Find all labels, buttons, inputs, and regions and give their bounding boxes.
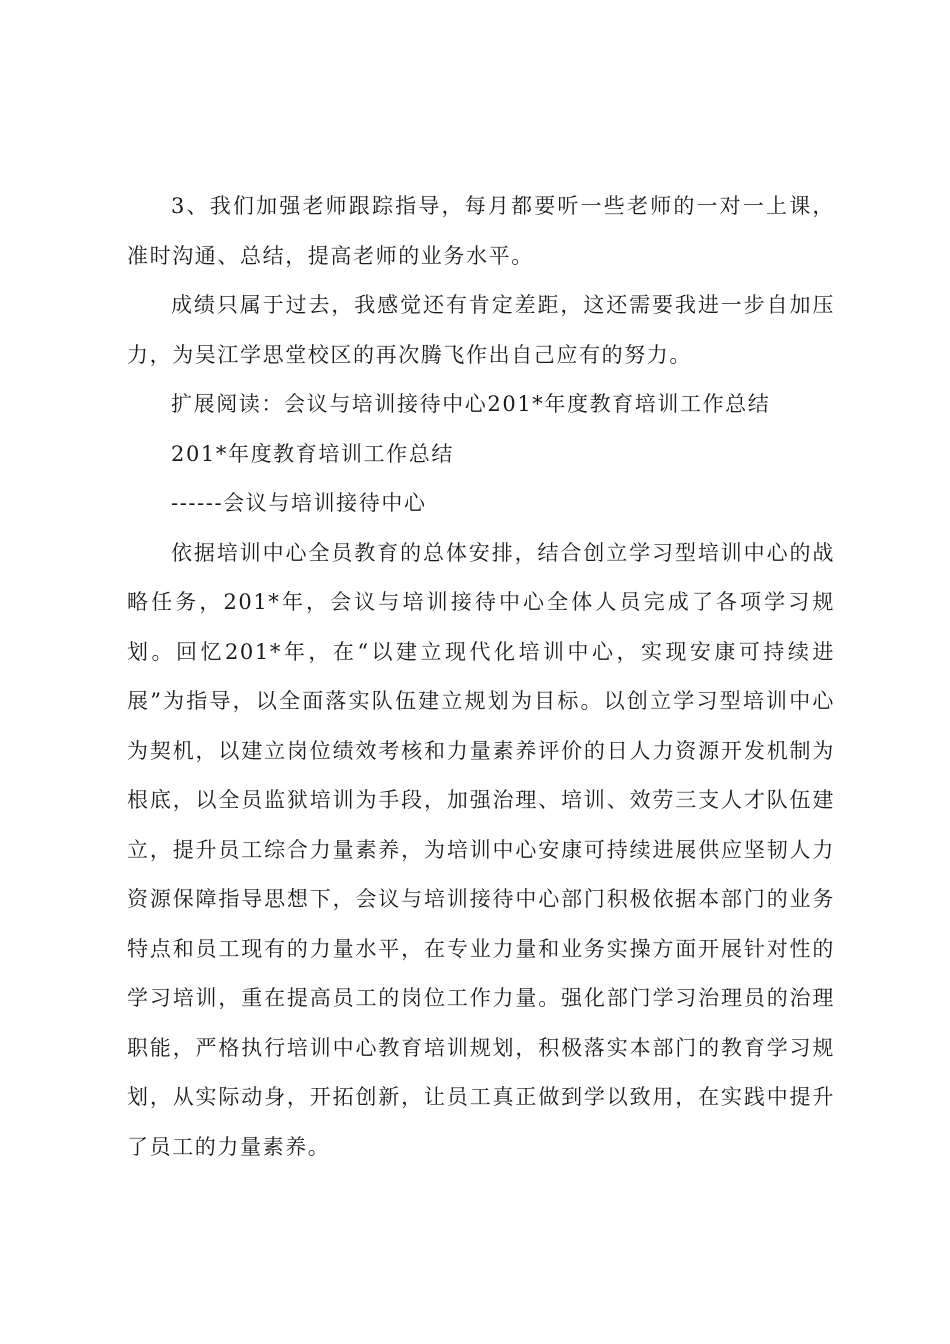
paragraph-item-3: 3、我们加强老师跟踪指导，每月都要听一些老师的一对一上课，准时沟通、总结，提高老师的业务水平。 — [127, 194, 835, 268]
section-title: 201*年度教育培训工作总结 — [171, 441, 454, 466]
extended-reading-line: 扩展阅读：会议与培训接待中心201*年度教育培训工作总结 — [171, 392, 771, 416]
paragraph-achievements: 成绩只属于过去，我感觉还有肯定差距，这还需要我进一步自加压力，为吴江学思堂校区的再次腾飞作出自己应有的努力。 — [127, 293, 835, 367]
paragraph-summary-body: 依据培训中心全员教育的总体安排，结合创立学习型培训中心的战略任务，201*年，会议与培训接待中心全体人员完成了各项学习规划。回忆201*年，在“以建立现代化培训中心，实现安康可持续进展”为指导，以全面落实队伍建立规划为目标。以创立学习型培训中心为契机，以建立岗位绩效考核和力量素养评价的日人力资源开发机制为根底，以全员监狱培训为手段，加强治理、培训、效劳三支人才队伍建立，提升员工综合力量素养，为培训中心安康可持续进展供应坚韧人力资源保障指导思想下，会议与培训接待中心部门积极依据本部门的业务特点和员工现有的力量水平，在专业力量和业务实操方面开展针对性的学习培训，重在提高员工的岗位工作力量。强化部门学习治理员的治理职能，严格执行培训中心教育培训规划，积极落实本部门的教育学习规划，从实际动身，开拓创新，让员工真正做到学以致用，在实践中提升了员工的力量素养。 — [127, 540, 835, 1159]
document-body — [127, 182, 835, 1172]
section-author-line: ------会议与培训接待中心 — [171, 491, 427, 515]
